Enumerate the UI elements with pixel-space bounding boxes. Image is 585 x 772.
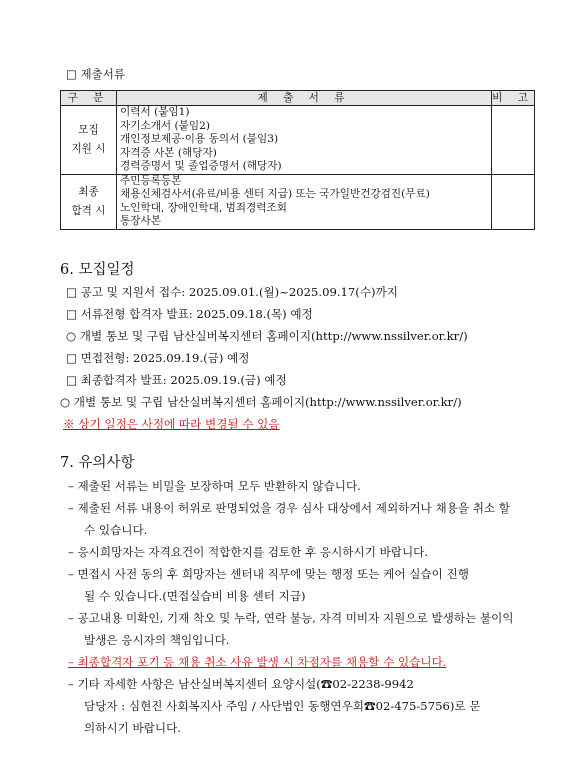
row-note: [492, 106, 535, 175]
contact-line: 담당자 : 심현진 사회복지사 주임 / 사단법인 동행연우회☎02-475-5756)로 문: [84, 699, 481, 713]
table-row: [61, 174, 535, 229]
notice-heading: 7. 유의사항: [60, 455, 135, 471]
notice-line: – 면접시 사전 동의 후 희망자는 센터내 직무에 맞는 행정 또는 케어 실습이 진행: [68, 567, 469, 581]
category-line: 합격 시: [71, 204, 106, 217]
doc-item: 주민등록등본: [120, 174, 182, 187]
notice-line: – 응시희망자는 자격요건이 적합한지를 검토한 후 응시하시기 바랍니다.: [68, 545, 429, 559]
schedule-line: □ 서류전형 합격자 발표: 2025.09.18.(목) 예정: [66, 307, 313, 321]
doc-item: 자격증 사본 (해당자): [120, 146, 217, 159]
notice-line: – 제출된 서류 내용이 허위로 판명되었을 경우 심사 대상에서 제외하거나 채용을 취소 할: [68, 501, 511, 515]
schedule-warning: ※ 상기 일정은 사정에 따라 변경될 수 있음: [63, 417, 280, 431]
category-line: 지원 시: [71, 142, 106, 155]
table-row: [61, 106, 535, 175]
docs-section-heading: □ 제출서류: [66, 67, 125, 81]
row-items: [117, 106, 492, 175]
doc-item: 이력서 (붙임1): [120, 106, 190, 118]
row-category: [61, 174, 117, 229]
schedule-line: ○ 개별 통보 및 구립 남산실버복지센터 홈페이지(http://www.nssilver.or.kr/): [60, 395, 462, 409]
doc-item: 채용신체검사서(유료/비용 센터 지급) 또는 국가일반건강검진(무료): [120, 188, 430, 200]
doc-item: 경력증명서 및 졸업증명서 (해당자): [120, 160, 282, 172]
doc-item: 개인정보제공·이용 동의서 (붙임3): [120, 133, 279, 145]
contact-line: 의하시기 바랍니다.: [84, 721, 181, 735]
schedule-line: □ 최종합격자 발표: 2025.09.19.(금) 예정: [66, 373, 287, 387]
row-note: [492, 174, 535, 229]
doc-item: 통장사본: [120, 215, 161, 227]
table-header-row: [61, 91, 535, 106]
row-items: [117, 174, 492, 229]
contact-line: – 기타 자세한 사항은 남산실버복지센터 요양시설(☎02-2238-9942: [68, 677, 414, 691]
notice-red-line: – 최종합격자 포기 등 채용 취소 사유 발생 시 차점자를 채용할 수 있습니다.: [68, 655, 447, 669]
category-line: 최종: [78, 185, 99, 198]
notice-line: 될 수 있습니다.(면접실습비 비용 센터 지급): [84, 589, 306, 603]
notice-line: 발생은 응시자의 책임입니다.: [84, 633, 230, 647]
notice-line: 수 있습니다.: [84, 523, 148, 537]
notice-line: – 제출된 서류는 비밀을 보장하며 모두 반환하지 않습니다.: [68, 479, 361, 493]
notice-line: – 공고내용 미확인, 기재 착오 및 누락, 연락 불능, 자격 미비자 지원으로 발생하는 불이익: [68, 611, 514, 625]
schedule-line: □ 공고 및 지원서 접수: 2025.09.01.(월)~2025.09.17(수)까지: [66, 285, 398, 299]
row-category: [61, 106, 117, 175]
schedule-line: ○ 개별 통보 및 구립 남산실버복지센터 홈페이지(http://www.nssilver.or.kr/): [66, 329, 468, 343]
doc-item: 노인학대, 장애인학대, 범죄경력조회: [120, 201, 287, 214]
header-docs: 제 출 서 류: [117, 91, 492, 106]
schedule-heading: 6. 모집일정: [60, 262, 135, 278]
submission-docs-table: [60, 90, 535, 230]
category-line: 모집: [78, 123, 99, 136]
header-note: 비 고: [492, 92, 534, 104]
doc-item: 자기소개서 (붙임2): [120, 119, 211, 132]
header-category: 구 분: [61, 91, 117, 106]
schedule-line: □ 면접전형: 2025.09.19.(금) 예정: [66, 351, 250, 365]
